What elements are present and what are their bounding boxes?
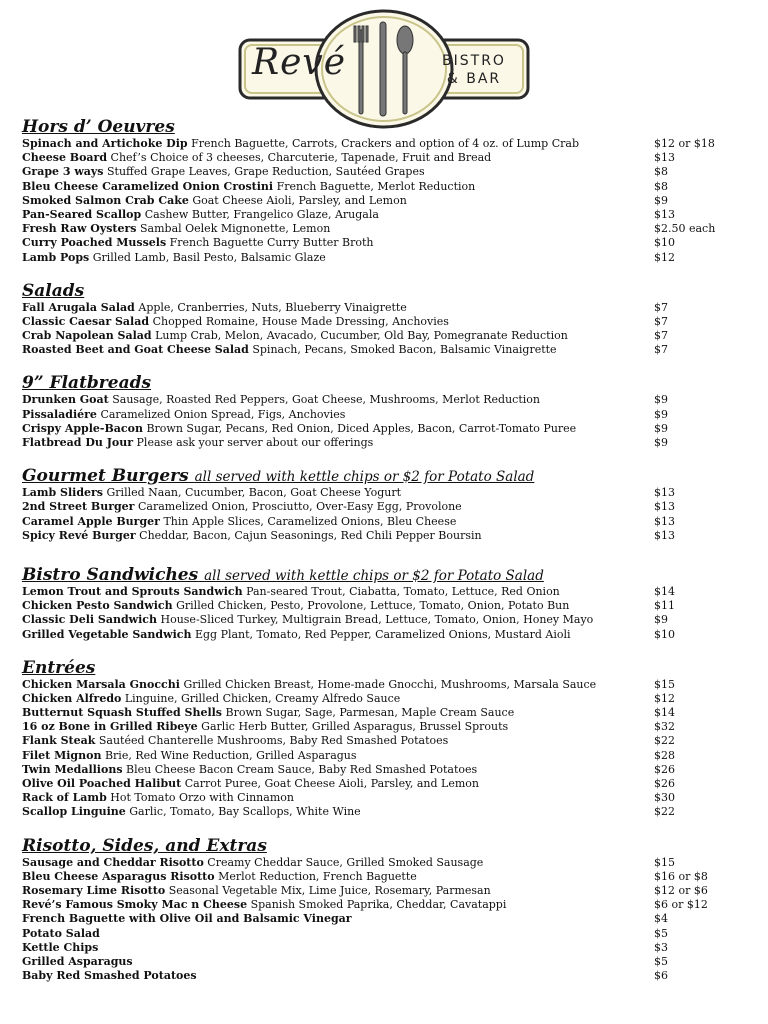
item-description: Stuffed Grape Leaves, Grape Reduction, Sautéed Grapes bbox=[107, 165, 425, 179]
menu-section bbox=[22, 281, 752, 358]
item-description: Sausage, Roasted Red Peppers, Goat Cheese, Mushrooms, Merlot Reduction bbox=[112, 393, 540, 407]
item-name: Bleu Cheese Caramelized Onion Crostini bbox=[22, 179, 274, 193]
section-heading bbox=[22, 836, 752, 856]
item-description: Hot Tomato Orzo with Cinnamon bbox=[110, 791, 294, 805]
menu-item bbox=[22, 236, 752, 250]
menu-item bbox=[22, 692, 752, 706]
item-price: $9 bbox=[654, 436, 668, 449]
item-price: $7 bbox=[654, 300, 668, 314]
item-price: $12 bbox=[654, 691, 675, 705]
menu-item bbox=[22, 165, 752, 179]
menu-item bbox=[22, 599, 752, 613]
item-name: Fresh Raw Oysters bbox=[22, 222, 137, 236]
item-price: $26 bbox=[654, 777, 675, 790]
item-price: $13 bbox=[654, 486, 675, 500]
item-price: $9 bbox=[654, 613, 668, 627]
item-name: Grilled Asparagus bbox=[22, 954, 133, 968]
menu-item bbox=[22, 955, 752, 969]
item-price: $28 bbox=[654, 748, 675, 762]
menu-item bbox=[22, 720, 752, 734]
menu-item bbox=[22, 137, 752, 151]
item-price: $6 or $12 bbox=[654, 898, 708, 912]
section-title: Risotto, Sides, and Extras bbox=[22, 835, 267, 856]
menu-item bbox=[22, 486, 752, 500]
menu-item bbox=[22, 898, 752, 912]
section-title: Salads bbox=[22, 280, 85, 301]
item-name: Rosemary Lime Risotto bbox=[22, 883, 166, 897]
menu-section bbox=[22, 117, 752, 265]
menu-item bbox=[22, 500, 752, 514]
menu-item bbox=[22, 749, 752, 763]
item-price: $10 bbox=[654, 236, 675, 250]
item-name: Crab Napolean Salad bbox=[22, 329, 152, 343]
menu-item bbox=[22, 777, 752, 791]
section-heading bbox=[22, 117, 752, 137]
item-price: $4 bbox=[654, 912, 668, 926]
item-description: Grilled Naan, Cucumber, Bacon, Goat Cheese Yogurt bbox=[106, 486, 402, 500]
item-price: $9 bbox=[654, 407, 668, 421]
menu-item bbox=[22, 436, 752, 450]
item-description: Caramelized Onion Spread, Figs, Anchovies bbox=[100, 407, 346, 421]
item-name: Revé’s Famous Smoky Mac n Cheese bbox=[22, 898, 248, 912]
item-price: $32 bbox=[654, 720, 675, 734]
item-price: $3 bbox=[654, 940, 668, 954]
item-name: Smoked Salmon Crab Cake bbox=[22, 193, 189, 207]
item-description: Spanish Smoked Paprika, Cheddar, Cavatappi bbox=[250, 898, 507, 912]
item-description: Creamy Cheddar Sauce, Grilled Smoked Sausage bbox=[207, 855, 484, 869]
item-description: Pan-seared Trout, Ciabatta, Tomato, Lettuce, Red Onion bbox=[246, 584, 560, 598]
item-price: $6 bbox=[654, 969, 668, 983]
menu-item bbox=[22, 969, 752, 983]
item-description: Please ask your server about our offerings bbox=[136, 436, 374, 449]
item-name: Spinach and Artichoke Dip bbox=[22, 137, 188, 150]
item-name: Pissaladiére bbox=[22, 407, 97, 421]
item-price: $30 bbox=[654, 791, 675, 805]
item-name: Twin Medallions bbox=[22, 762, 123, 776]
item-name: Pan-Seared Scallop bbox=[22, 207, 142, 221]
menu-item bbox=[22, 734, 752, 748]
item-name: 16 oz Bone in Grilled Ribeye bbox=[22, 720, 198, 734]
item-name: Classic Caesar Salad bbox=[22, 314, 150, 328]
menu-item bbox=[22, 628, 752, 642]
section-title: Bistro Sandwiches bbox=[22, 564, 199, 585]
item-description: Grilled Chicken, Pesto, Provolone, Lettuce, Tomato, Onion, Potato Bun bbox=[176, 599, 570, 613]
item-description: Bleu Cheese Bacon Cream Sauce, Baby Red Smashed Potatoes bbox=[126, 762, 478, 776]
item-price: $7 bbox=[654, 314, 668, 328]
item-description: Egg Plant, Tomato, Red Pepper, Caramelized Onions, Mustard Aioli bbox=[194, 627, 571, 641]
menu-item bbox=[22, 515, 752, 529]
menu-item bbox=[22, 805, 752, 819]
item-name: Drunken Goat bbox=[22, 393, 109, 407]
item-price: $8 bbox=[654, 179, 668, 193]
section-note: all served with kettle chips or $2 for Potato Salad bbox=[204, 567, 544, 584]
item-name: Lemon Trout and Sprouts Sandwich bbox=[22, 584, 243, 598]
item-price: $10 bbox=[654, 627, 675, 641]
item-price: $7 bbox=[654, 329, 668, 343]
utensils-icon bbox=[354, 22, 413, 116]
item-description: Goat Cheese Aioli, Parsley, and Lemon bbox=[192, 193, 407, 207]
menu-item bbox=[22, 301, 752, 315]
menu-item bbox=[22, 208, 752, 222]
item-name: Chicken Marsala Gnocchi bbox=[22, 677, 180, 691]
menu-item bbox=[22, 180, 752, 194]
item-name: Grilled Vegetable Sandwich bbox=[22, 627, 192, 641]
menu-item bbox=[22, 678, 752, 692]
item-description: Seasonal Vegetable Mix, Lime Juice, Rosemary, Parmesan bbox=[168, 883, 491, 897]
section-title: Entrées bbox=[22, 657, 96, 678]
item-price: $26 bbox=[654, 762, 675, 776]
item-name: Cheese Board bbox=[22, 151, 108, 165]
item-name: Classic Deli Sandwich bbox=[22, 613, 157, 627]
item-name: 2nd Street Burger bbox=[22, 500, 135, 514]
item-description: Garlic, Tomato, Bay Scallops, White Wine bbox=[129, 805, 361, 819]
section-heading bbox=[22, 281, 752, 301]
restaurant-logo bbox=[238, 8, 530, 130]
item-description: Brown Sugar, Sage, Parmesan, Maple Cream Sauce bbox=[225, 706, 515, 720]
section-heading bbox=[22, 658, 752, 678]
item-name: Lamb Pops bbox=[22, 250, 90, 264]
item-price: $13 bbox=[654, 151, 675, 165]
menu-item bbox=[22, 343, 752, 357]
item-description: Caramelized Onion, Prosciutto, Over-Easy Egg, Provolone bbox=[137, 500, 462, 514]
item-description: French Baguette, Merlot Reduction bbox=[276, 179, 476, 193]
logo-wordmark: Revé bbox=[252, 42, 347, 83]
item-name: Scallop Linguine bbox=[22, 805, 126, 819]
item-price: $9 bbox=[654, 193, 668, 207]
section-heading bbox=[22, 373, 752, 393]
item-price: $14 bbox=[654, 584, 675, 598]
item-description: Garlic Herb Butter, Grilled Asparagus, Brussel Sprouts bbox=[201, 720, 509, 734]
menu-item bbox=[22, 329, 752, 343]
item-name: Roasted Beet and Goat Cheese Salad bbox=[22, 343, 249, 357]
menu-item bbox=[22, 613, 752, 627]
item-name: Chicken Alfredo bbox=[22, 691, 122, 705]
item-name: Grape 3 ways bbox=[22, 165, 104, 179]
menu-item bbox=[22, 585, 752, 599]
item-price: $13 bbox=[654, 514, 675, 528]
item-price: $5 bbox=[654, 926, 668, 940]
menu-section bbox=[22, 658, 752, 820]
item-description: Spinach, Pecans, Smoked Bacon, Balsamic Vinaigrette bbox=[252, 343, 557, 357]
menu-item bbox=[22, 408, 752, 422]
menu-item bbox=[22, 706, 752, 720]
item-name: Filet Mignon bbox=[22, 748, 102, 762]
menu-item bbox=[22, 763, 752, 777]
item-price: $11 bbox=[654, 599, 675, 613]
item-description: Brown Sugar, Pecans, Red Onion, Diced Apples, Bacon, Carrot-Tomato Puree bbox=[146, 421, 577, 435]
item-description: French Baguette, Carrots, Crackers and option of 4 oz. of Lump Crab bbox=[191, 137, 579, 150]
item-price: $13 bbox=[654, 207, 675, 221]
item-description: Linguine, Grilled Chicken, Creamy Alfredo Sauce bbox=[124, 691, 401, 705]
menu-section bbox=[22, 466, 752, 543]
menu-item bbox=[22, 791, 752, 805]
item-description: French Baguette Curry Butter Broth bbox=[169, 236, 374, 250]
menu-item bbox=[22, 251, 752, 265]
item-name: Curry Poached Mussels bbox=[22, 236, 167, 250]
menu-body bbox=[22, 117, 752, 983]
section-note: all served with kettle chips or $2 for Potato Salad bbox=[194, 469, 535, 486]
item-description: Sambal Oelek Mignonette, Lemon bbox=[140, 222, 331, 236]
menu-item bbox=[22, 151, 752, 165]
item-price: $12 or $6 bbox=[654, 883, 708, 897]
menu-item bbox=[22, 315, 752, 329]
menu-item bbox=[22, 884, 752, 898]
item-price: $9 bbox=[654, 393, 668, 407]
item-description: Merlot Reduction, French Baguette bbox=[218, 869, 417, 883]
item-name: Caramel Apple Burger bbox=[22, 514, 160, 528]
logo-subtitle bbox=[434, 52, 514, 88]
menu-item bbox=[22, 941, 752, 955]
menu-item bbox=[22, 393, 752, 407]
item-description: Cheddar, Bacon, Cajun Seasonings, Red Chili Pepper Boursin bbox=[139, 528, 482, 542]
item-name: Sausage and Cheddar Risotto bbox=[22, 855, 204, 869]
logo-subtitle-line1: BISTRO bbox=[442, 53, 506, 69]
menu-item bbox=[22, 856, 752, 870]
item-price: $13 bbox=[654, 500, 675, 514]
item-price: $22 bbox=[654, 805, 675, 819]
item-price: $9 bbox=[654, 421, 668, 435]
menu-item bbox=[22, 529, 752, 543]
item-description: Chopped Romaine, House Made Dressing, Anchovies bbox=[152, 314, 449, 328]
item-description: Lump Crab, Melon, Avacado, Cucumber, Old Bay, Pomegranate Reduction bbox=[155, 329, 568, 343]
item-price: $15 bbox=[654, 855, 675, 869]
section-title: Hors d’ Oeuvres bbox=[22, 117, 175, 137]
item-name: Potato Salad bbox=[22, 926, 100, 940]
item-description: Cashew Butter, Frangelico Glaze, Arugala bbox=[144, 207, 379, 221]
item-name: Crispy Apple-Bacon bbox=[22, 421, 143, 435]
item-description: Grilled Chicken Breast, Home-made Gnocchi, Mushrooms, Marsala Sauce bbox=[183, 677, 597, 691]
menu-section bbox=[22, 836, 752, 984]
item-description: Sautéed Chanterelle Mushrooms, Baby Red Smashed Potatoes bbox=[98, 734, 449, 748]
item-description: House-Sliced Turkey, Multigrain Bread, Lettuce, Tomato, Onion, Honey Mayo bbox=[160, 613, 594, 627]
item-description: Apple, Cranberries, Nuts, Blueberry Vinaigrette bbox=[138, 300, 407, 314]
item-description: Brie, Red Wine Reduction, Grilled Asparagus bbox=[104, 748, 357, 762]
menu-item bbox=[22, 912, 752, 926]
item-price: $14 bbox=[654, 706, 675, 720]
section-title: 9” Flatbreads bbox=[22, 373, 152, 394]
item-name: Flatbread Du Jour bbox=[22, 436, 134, 449]
item-name: French Baguette with Olive Oil and Balsamic Vinegar bbox=[22, 912, 352, 926]
item-name: Spicy Revé Burger bbox=[22, 528, 136, 542]
item-price: $16 or $8 bbox=[654, 869, 708, 883]
item-price: $8 bbox=[654, 165, 668, 179]
logo-subtitle-line2: & BAR bbox=[446, 71, 502, 87]
item-price: $12 bbox=[654, 250, 675, 264]
section-heading bbox=[22, 565, 752, 585]
item-description: Thin Apple Slices, Caramelized Onions, Bleu Cheese bbox=[163, 514, 457, 528]
item-price: $12 or $18 bbox=[654, 137, 715, 150]
section-heading bbox=[22, 466, 752, 486]
menu-item bbox=[22, 870, 752, 884]
item-name: Bleu Cheese Asparagus Risotto bbox=[22, 869, 215, 883]
item-price: $13 bbox=[654, 528, 675, 542]
item-price: $22 bbox=[654, 734, 675, 748]
menu-item bbox=[22, 422, 752, 436]
item-price: $15 bbox=[654, 677, 675, 691]
item-name: Olive Oil Poached Halibut bbox=[22, 777, 182, 790]
section-title: Gourmet Burgers bbox=[22, 466, 189, 487]
menu-section bbox=[22, 373, 752, 450]
item-name: Kettle Chips bbox=[22, 940, 99, 954]
item-price: $7 bbox=[654, 343, 668, 357]
item-description: Carrot Puree, Goat Cheese Aioli, Parsley, and Lemon bbox=[184, 777, 479, 790]
item-name: Rack of Lamb bbox=[22, 791, 107, 805]
item-price: $5 bbox=[654, 954, 668, 968]
item-price: $2.50 each bbox=[654, 222, 716, 236]
menu-item bbox=[22, 222, 752, 236]
item-description: Chef’s Choice of 3 cheeses, Charcuterie, Tapenade, Fruit and Bread bbox=[110, 151, 492, 165]
menu-section bbox=[22, 565, 752, 642]
item-name: Chicken Pesto Sandwich bbox=[22, 599, 173, 613]
item-name: Baby Red Smashed Potatoes bbox=[22, 969, 197, 983]
item-name: Fall Arugala Salad bbox=[22, 300, 135, 314]
menu-item bbox=[22, 194, 752, 208]
item-name: Butternut Squash Stuffed Shells bbox=[22, 706, 222, 720]
menu-item bbox=[22, 927, 752, 941]
item-description: Grilled Lamb, Basil Pesto, Balsamic Glaze bbox=[92, 250, 326, 264]
item-name: Flank Steak bbox=[22, 734, 96, 748]
item-name: Lamb Sliders bbox=[22, 486, 104, 500]
